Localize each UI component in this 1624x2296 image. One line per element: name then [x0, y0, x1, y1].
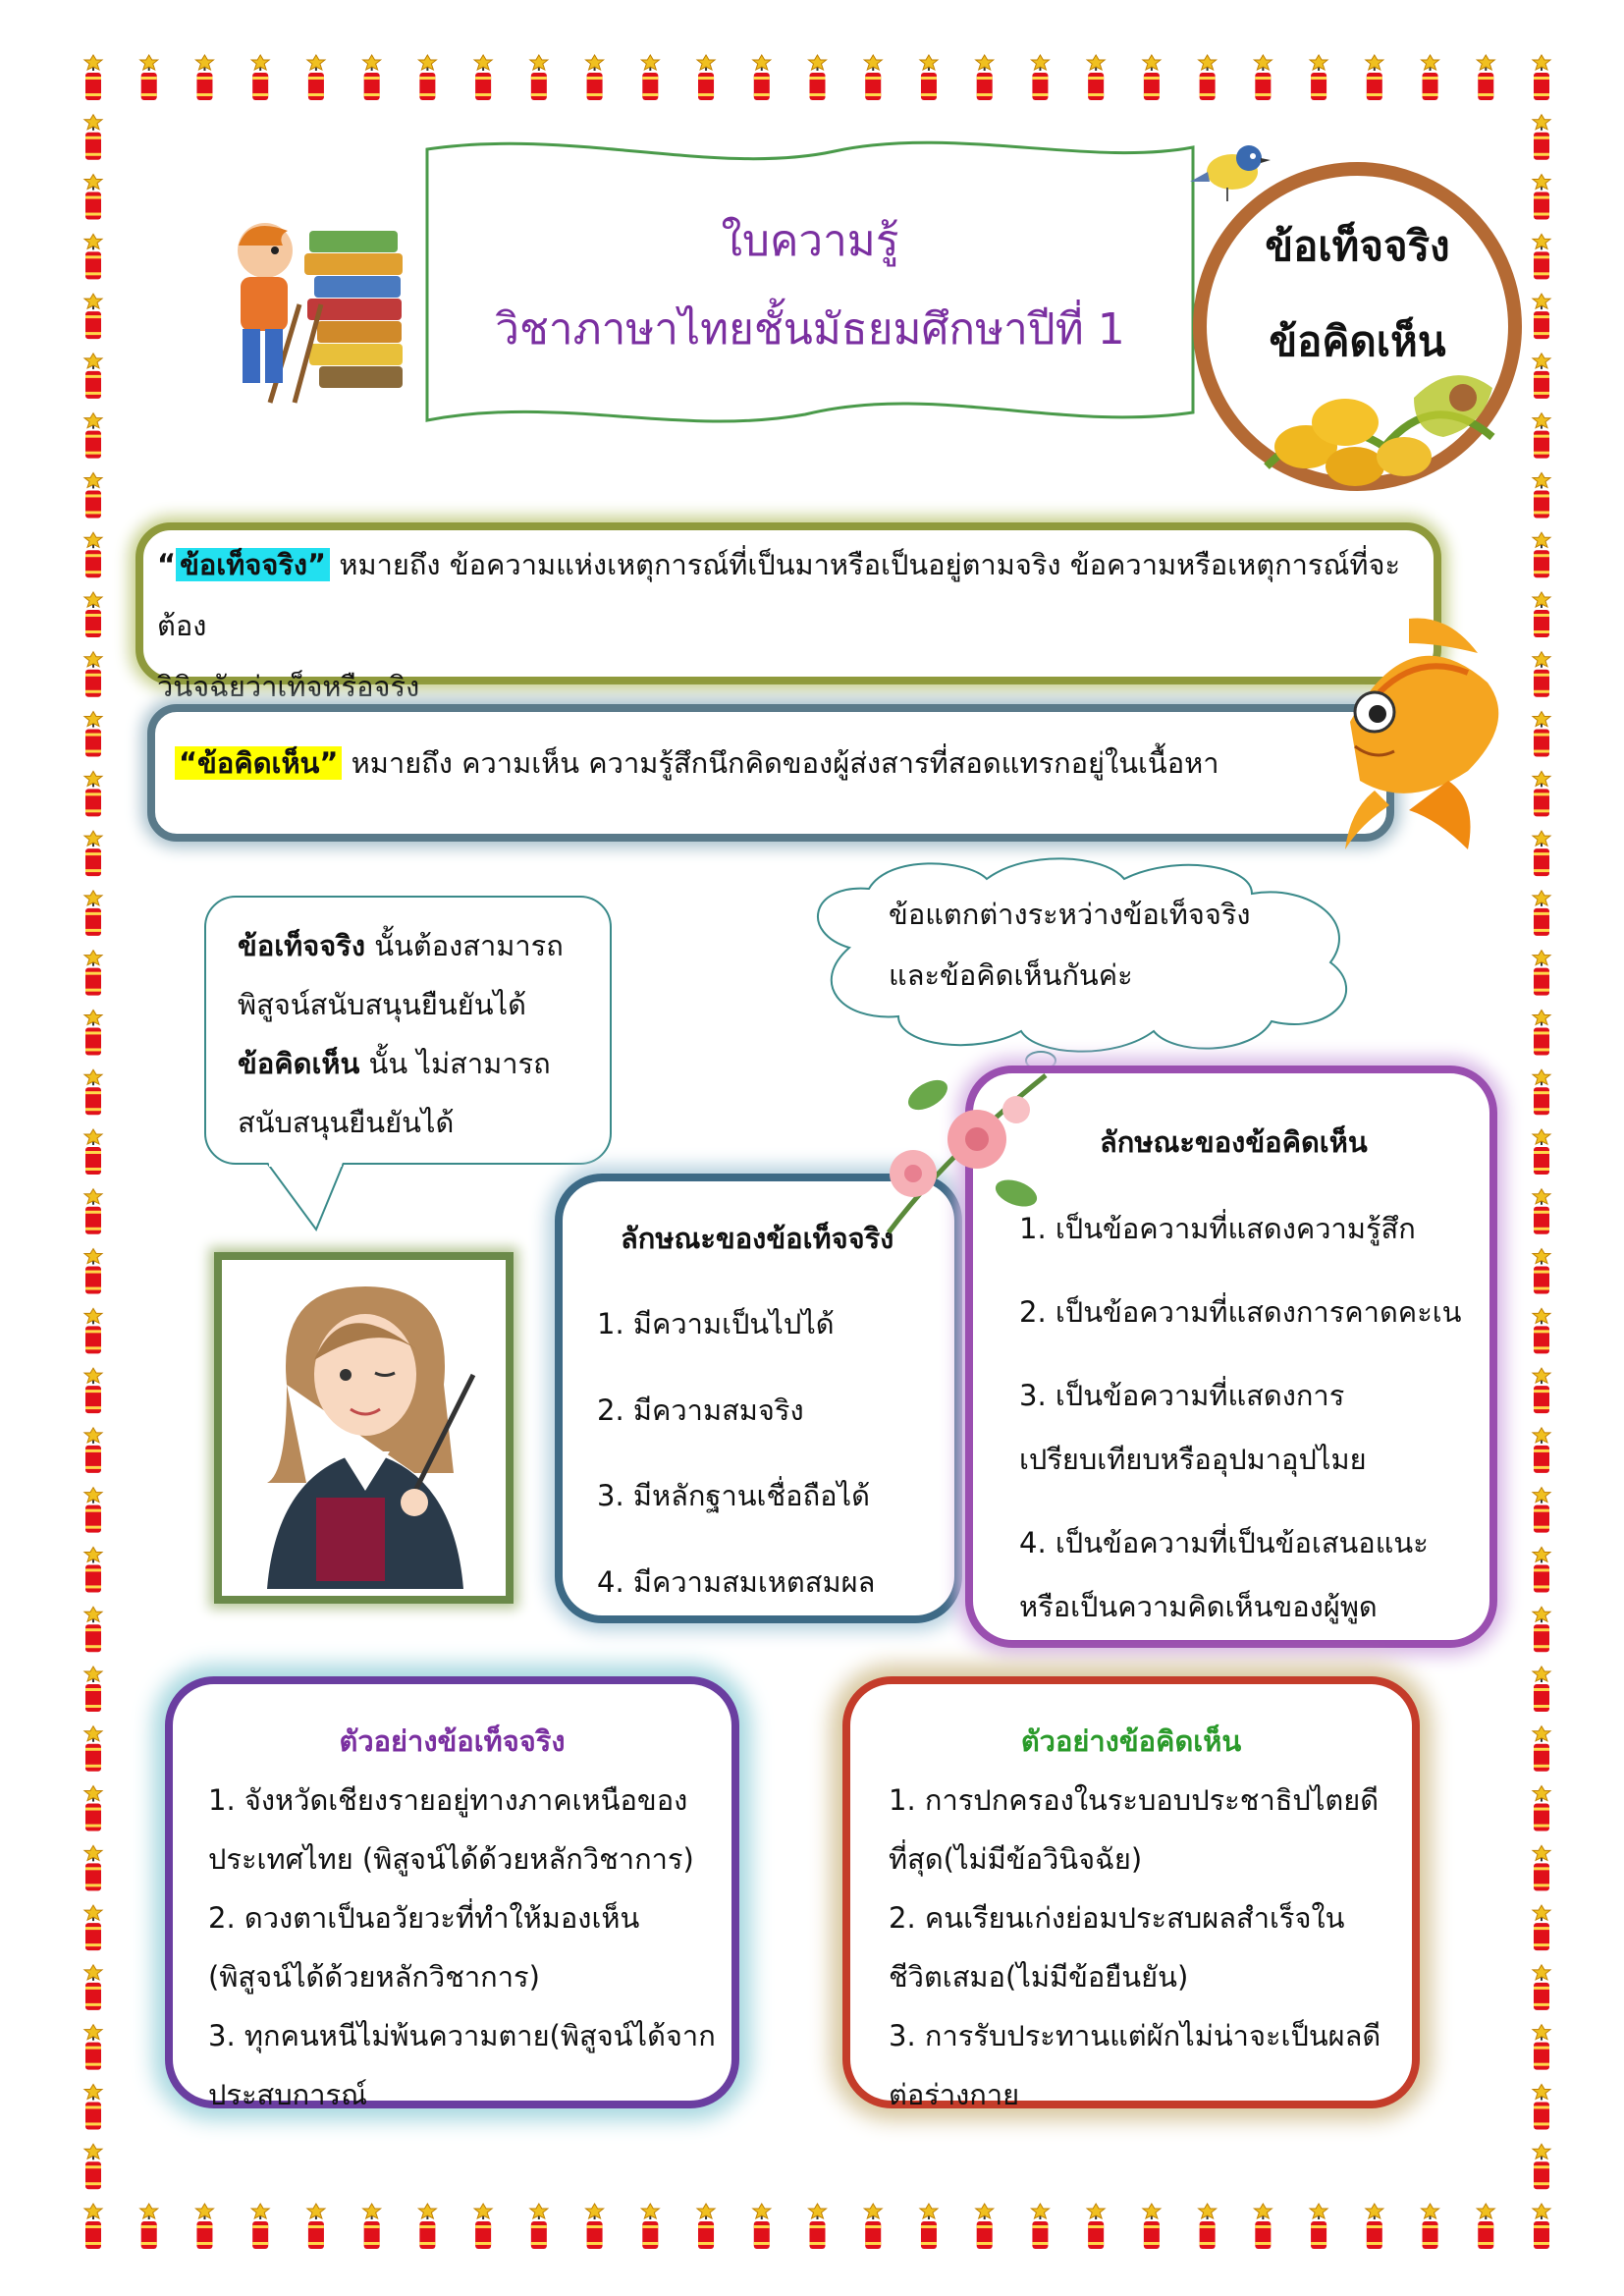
firecracker-icon [1533, 1726, 1550, 1772]
firecracker-icon [1533, 1547, 1550, 1592]
fact-characteristics-heading: ลักษณะของข้อเท็จจริง [621, 1222, 894, 1255]
firecracker-icon [84, 1368, 102, 1413]
firecracker-icon [753, 55, 771, 100]
firecracker-icon [1533, 891, 1550, 936]
firecracker-icon [1533, 1010, 1550, 1055]
fact-example-line: (พิสูจน์ได้ด้วยหลักวิชาการ) [208, 1960, 540, 1994]
firecracker-icon [1477, 2204, 1494, 2249]
firecracker-icon [586, 55, 604, 100]
fact-term: ข้อเท็จจริง” [176, 548, 330, 581]
firecracker-icon [84, 712, 102, 757]
speech-line-1 [238, 923, 564, 968]
firecracker-icon [84, 532, 102, 577]
firecracker-icon [1533, 1189, 1550, 1234]
firecracker-icon [1533, 532, 1550, 577]
firecracker-icon [307, 2204, 325, 2249]
firecracker-icon [1533, 831, 1550, 876]
fact-example-line: ประสบการณ์ [208, 2078, 367, 2111]
firecracker-icon [1143, 55, 1161, 100]
fact-definition-quote: “ [157, 548, 177, 581]
firecracker-icon [1533, 712, 1550, 757]
firecracker-icon [84, 1488, 102, 1533]
firecracker-icon [641, 55, 659, 100]
firecracker-icon [1533, 1965, 1550, 2010]
firecracker-icon [84, 2144, 102, 2189]
tulip-flowers-icon [1247, 349, 1522, 496]
fish-icon [1321, 614, 1517, 854]
firecracker-icon [1087, 55, 1105, 100]
firecracker-icon [1533, 2204, 1550, 2249]
firecracker-icon [251, 2204, 269, 2249]
firecracker-icon [586, 2204, 604, 2249]
firecracker-icon [920, 55, 938, 100]
firecracker-icon [1254, 55, 1272, 100]
firecracker-icon [1533, 2025, 1550, 2070]
firecracker-icon [1533, 234, 1550, 279]
fact-characteristic-item: 4. มีความสมเหตสมผล [597, 1565, 876, 1599]
firecracker-icon [1533, 55, 1550, 100]
opinion-definition [175, 733, 1255, 793]
opinion-characteristic-item: หรือเป็นความคิดเห็นของผู้พูด [1019, 1590, 1378, 1623]
opinion-example-line: 3. การรับประทานแต่ผักไม่น่าจะเป็นผลดี [889, 2019, 1381, 2052]
speech-line-4: สนับสนุนยืนยันได้ [238, 1106, 455, 1139]
firecracker-icon [809, 2204, 827, 2249]
title-banner [422, 137, 1198, 432]
firecracker-icon [1366, 2204, 1383, 2249]
firecracker-icon [1254, 2204, 1272, 2249]
firecracker-icon [84, 1189, 102, 1234]
firecracker-icon [84, 592, 102, 637]
firecracker-icon [84, 413, 102, 459]
opinion-characteristic-item: 3. เป็นข้อความที่แสดงการ [1019, 1379, 1345, 1412]
firecracker-icon [84, 2204, 102, 2249]
firecracker-icon [251, 55, 269, 100]
opinion-definition-text: หมายถึง ความเห็น ความรู้สึกนึกคิดของผู้ส่งสารที่สอดแทรกอยู่ในเนื้อหา [342, 746, 1219, 780]
firecracker-icon [1533, 951, 1550, 996]
firecracker-icon [1533, 1845, 1550, 1890]
topic-title-fact: ข้อเท็จจริง [1265, 222, 1450, 270]
firecracker-icon [84, 1726, 102, 1772]
firecracker-icon [1533, 1129, 1550, 1175]
firecracker-icon [1533, 413, 1550, 459]
rose-flowers-icon [869, 1056, 1060, 1247]
thought-line-2: และข้อคิดเห็นกันค่ะ [889, 958, 1133, 992]
opinion-example-line: 1. การปกครองในระบอบประชาธิปไตยดี [889, 1783, 1380, 1817]
opinion-example-line: ต่อร่างกาย [889, 2078, 1020, 2111]
firecracker-icon [920, 2204, 938, 2249]
firecracker-icon [84, 1786, 102, 1831]
opinion-term: “ข้อคิดเห็น” [175, 746, 342, 780]
firecracker-icon [1533, 2144, 1550, 2189]
firecracker-icon [140, 55, 158, 100]
firecracker-icon [84, 1965, 102, 2010]
firecracker-icon [84, 1607, 102, 1652]
firecracker-icon [84, 2084, 102, 2129]
firecracker-icon [864, 2204, 882, 2249]
topic-title-opinion: ข้อคิดเห็น [1269, 317, 1446, 365]
fact-examples-heading: ตัวอย่างข้อเท็จจริง [339, 1724, 566, 1758]
opinion-characteristic-item: 2. เป็นข้อความที่แสดงการคาดคะเน [1019, 1295, 1462, 1329]
firecracker-icon [474, 2204, 492, 2249]
firecracker-icon [307, 55, 325, 100]
firecracker-icon [530, 2204, 548, 2249]
firecracker-icon [84, 55, 102, 100]
teacher-icon [228, 1267, 500, 1589]
firecracker-icon [84, 951, 102, 996]
firecracker-icon [84, 891, 102, 936]
firecracker-icon [84, 1845, 102, 1890]
opinion-characteristic-item: 4. เป็นข้อความที่เป็นข้อเสนอแนะ [1019, 1526, 1429, 1559]
firecracker-icon [84, 1308, 102, 1353]
firecracker-icon [1533, 1428, 1550, 1473]
firecracker-icon [1533, 1308, 1550, 1353]
firecracker-icon [1533, 175, 1550, 220]
fact-characteristic-item: 1. มีความเป็นไปได้ [597, 1307, 835, 1340]
firecracker-icon [1533, 1905, 1550, 1950]
speech-line-3 [238, 1041, 551, 1086]
firecracker-icon [84, 652, 102, 697]
fact-example-line: 3. ทุกคนหนีไม่พ้นความตาย(พิสูจน์ได้จาก [208, 2019, 716, 2052]
firecracker-icon [864, 55, 882, 100]
firecracker-icon [363, 2204, 381, 2249]
opinion-characteristic-item: 1. เป็นข้อความที่แสดงความรู้สึก [1019, 1212, 1416, 1245]
firecracker-icon [1533, 771, 1550, 816]
firecracker-icon [1533, 592, 1550, 637]
fact-example-line: ประเทศไทย (พิสูจน์ได้ด้วยหลักวิชาการ) [208, 1842, 694, 1876]
fact-characteristic-item: 2. มีความสมจริง [597, 1394, 804, 1427]
firecracker-icon [1533, 1667, 1550, 1712]
firecracker-icon [1533, 115, 1550, 160]
firecracker-icon [1422, 55, 1439, 100]
firecracker-icon [84, 1010, 102, 1055]
firecracker-icon [84, 1905, 102, 1950]
firecracker-icon [976, 2204, 994, 2249]
firecracker-icon [84, 234, 102, 279]
firecracker-icon [1533, 1607, 1550, 1652]
firecracker-icon [1031, 55, 1049, 100]
speech-line-2: พิสูจน์สนับสนุนยืนยันได้ [238, 988, 526, 1021]
firecracker-icon [84, 1129, 102, 1175]
opinion-examples-heading: ตัวอย่างข้อคิดเห็น [1020, 1724, 1242, 1758]
firecracker-icon [753, 2204, 771, 2249]
firecracker-icon [1422, 2204, 1439, 2249]
firecracker-icon [1477, 55, 1494, 100]
firecracker-icon [1533, 1249, 1550, 1294]
firecracker-icon [1310, 2204, 1327, 2249]
opinion-characteristics-heading: ลักษณะของข้อคิดเห็น [1100, 1125, 1368, 1159]
firecracker-icon [84, 2025, 102, 2070]
firecracker-icon [84, 354, 102, 399]
page-subtitle: วิชาภาษาไทยชั้นมัธยมศึกษาปีที่ 1 [495, 304, 1125, 355]
firecracker-icon [140, 2204, 158, 2249]
firecracker-icon [84, 115, 102, 160]
firecracker-icon [195, 2204, 213, 2249]
firecracker-icon [1031, 2204, 1049, 2249]
firecracker-icon [1533, 2084, 1550, 2129]
firecracker-icon [1533, 472, 1550, 518]
firecracker-icon [84, 831, 102, 876]
firecracker-icon [84, 1547, 102, 1592]
firecracker-icon [1087, 2204, 1105, 2249]
firecracker-icon [84, 1667, 102, 1712]
opinion-example-line: ชีวิตเสมอ(ไม่มีข้อยืนยัน) [889, 1960, 1189, 1994]
firecracker-icon [84, 771, 102, 816]
firecracker-icon [84, 175, 102, 220]
firecracker-icon [1533, 354, 1550, 399]
speech-opinion-term: ข้อคิดเห็น [238, 1047, 360, 1080]
firecracker-icon [1533, 1786, 1550, 1831]
fact-definition [157, 534, 1424, 717]
speech-bubble-tail [265, 1163, 353, 1231]
firecracker-icon [84, 1428, 102, 1473]
firecracker-icon [1533, 294, 1550, 339]
firecracker-icon [697, 2204, 715, 2249]
firecracker-icon [697, 55, 715, 100]
firecracker-icon [1533, 1069, 1550, 1115]
opinion-example-line: 2. คนเรียนเก่งย่อมประสบผลสำเร็จใน [889, 1901, 1345, 1935]
opinion-example-line: ที่สุด(ไม่มีข้อวินิจฉัย) [889, 1842, 1143, 1876]
fact-definition-text-2: วินิจฉัยว่าเท็จหรือจริง [157, 670, 420, 703]
firecracker-icon [84, 1249, 102, 1294]
page-title: ใบความรู้ [721, 216, 899, 266]
fact-example-line: 1. จังหวัดเชียงรายอยู่ทางภาคเหนือของ [208, 1783, 688, 1817]
firecracker-icon [809, 55, 827, 100]
firecracker-icon [418, 55, 436, 100]
firecracker-icon [1533, 1488, 1550, 1533]
fact-definition-text: หมายถึง ข้อความแห่งเหตุการณ์ที่เป็นมาหรือเป็นอยู่ตามจริง ข้อความหรือเหตุการณ์ที่จะต้อง [157, 548, 1401, 642]
firecracker-icon [474, 55, 492, 100]
thought-line-1: ข้อแตกต่างระหว่างข้อเท็จจริง [889, 898, 1251, 931]
firecracker-icon [530, 55, 548, 100]
speech-line-3-rest: นั้น ไม่สามารถ [359, 1047, 551, 1080]
opinion-characteristic-item: เปรียบเทียบหรืออุปมาอุปไมย [1019, 1443, 1367, 1476]
firecracker-icon [1199, 2204, 1217, 2249]
firecracker-icon [1199, 55, 1217, 100]
firecracker-icon [1310, 55, 1327, 100]
firecracker-icon [84, 1069, 102, 1115]
speech-fact-term: ข้อเท็จจริง [238, 929, 365, 962]
firecracker-icon [84, 472, 102, 518]
firecracker-icon [641, 2204, 659, 2249]
boy-books-icon [211, 206, 427, 408]
firecracker-icon [84, 294, 102, 339]
firecracker-icon [1533, 652, 1550, 697]
firecracker-icon [1533, 1368, 1550, 1413]
firecracker-icon [418, 2204, 436, 2249]
firecracker-icon [976, 55, 994, 100]
firecracker-icon [195, 55, 213, 100]
fact-example-line: 2. ดวงตาเป็นอวัยวะที่ทำให้มองเห็น [208, 1901, 640, 1935]
firecracker-icon [363, 55, 381, 100]
firecracker-icon [1366, 55, 1383, 100]
firecracker-icon [1143, 2204, 1161, 2249]
speech-line-1-rest: นั้นต้องสามารถ [365, 929, 564, 962]
fact-characteristic-item: 3. มีหลักฐานเชื่อถือได้ [597, 1479, 870, 1512]
